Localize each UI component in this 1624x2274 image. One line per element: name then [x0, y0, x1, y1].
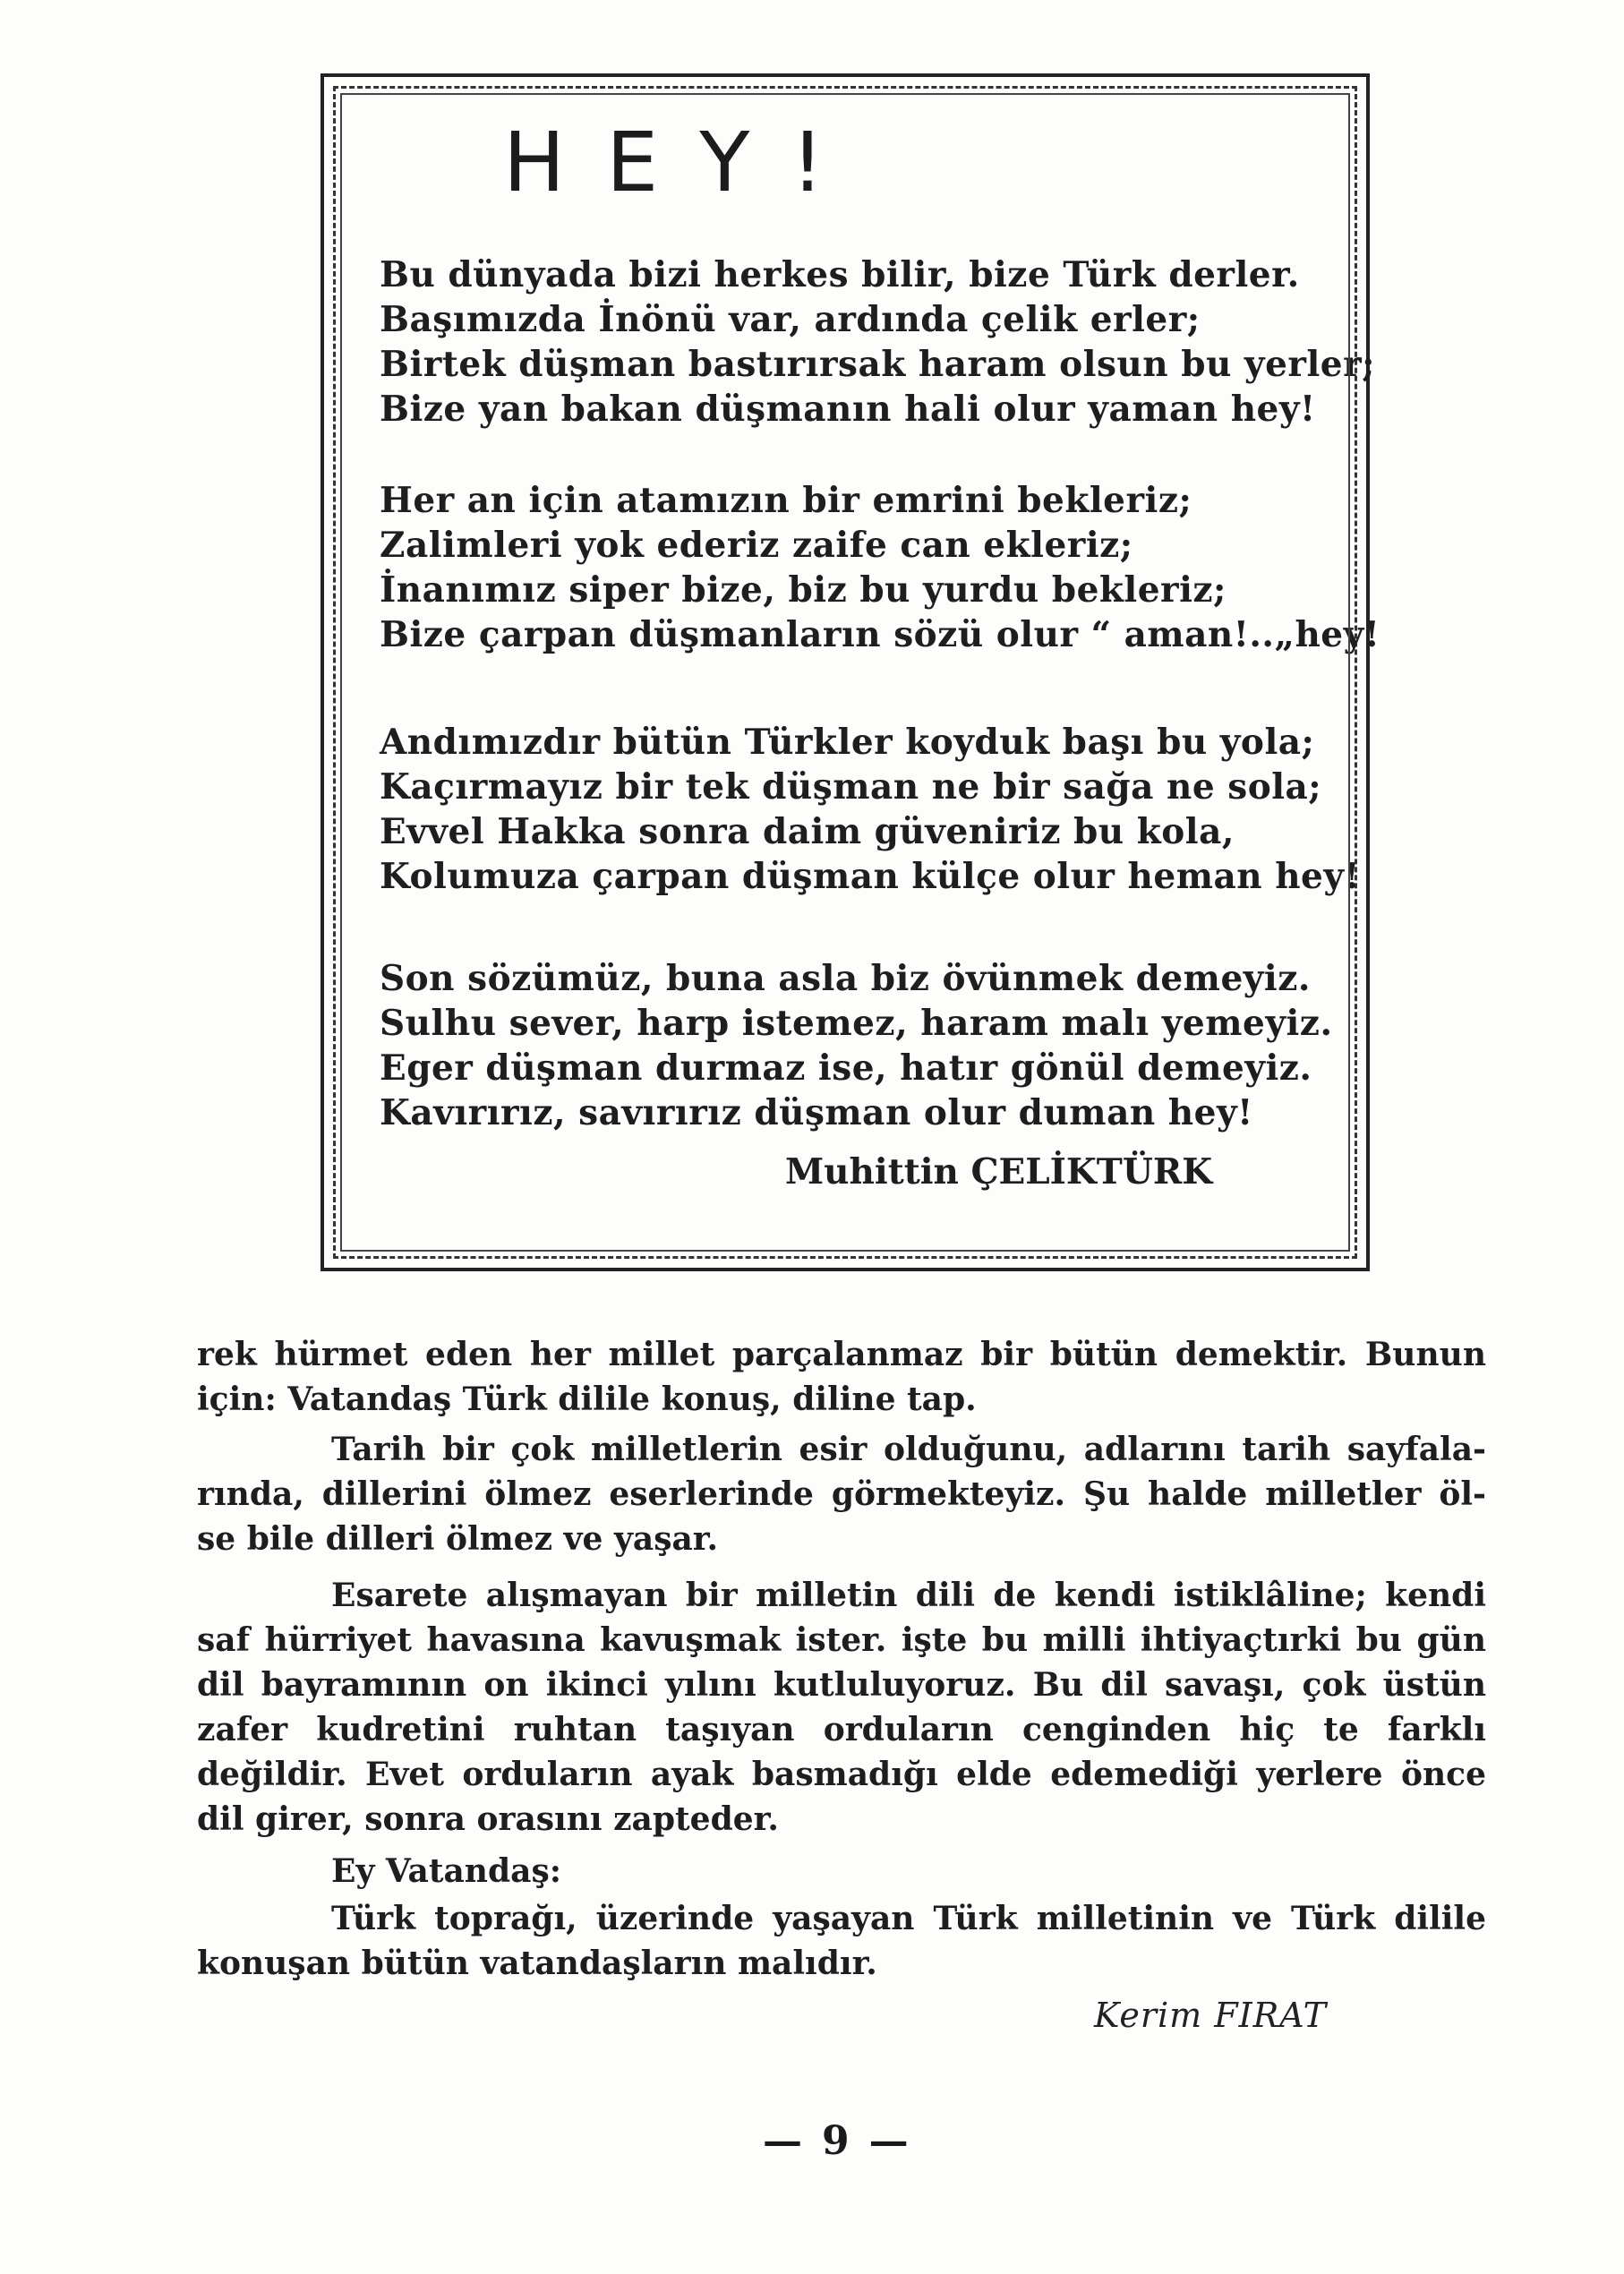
prose-line: Esarete alışmayan bir milletin dili de kendi istiklâline; kendi [331, 1577, 1486, 1614]
poem-line: Zalimleri yok ederiz zaife can ekleriz; [380, 525, 1133, 566]
poem-stanza-1 [380, 252, 1376, 432]
prose-paragraph-4 [197, 1849, 1486, 1894]
prose-line: dil girer, sonra orasını zapteder. [197, 1800, 779, 1838]
prose-line: rında, dillerini ölmez eserlerinde görmekteyiz. Şu halde milletler öl- [197, 1475, 1486, 1513]
poem-line: Andımızdır bütün Türkler koyduk başı bu yola; [380, 722, 1315, 763]
poem-line: Başımızda İnönü var, ardında çelik erler; [380, 299, 1201, 340]
prose-line: değildir. Evet orduların ayak basmadığı elde edemediği yerlere önce [197, 1756, 1486, 1793]
poem-stanza-4 [380, 956, 1338, 1135]
prose-line: rek hürmet eden her millet parçalanmaz bir bütün demektir. Bunun [197, 1336, 1486, 1373]
page-number: — 9 — [763, 2118, 909, 2164]
poem-line: Kavırırız, savırırız düşman olur duman hey! [380, 1092, 1253, 1133]
prose-paragraph-2 [197, 1427, 1486, 1561]
poem-line: Evvel Hakka sonra daim güveniriz bu kola, [380, 811, 1235, 852]
poem-line: Son sözümüz, buna asla biz övünmek demeyiz. [380, 958, 1311, 999]
poem-author: Muhittin ÇELİKTÜRK [785, 1151, 1213, 1193]
poem-title: HEY! [503, 115, 866, 210]
prose-line: konuşan bütün vatandaşların malıdır. [197, 1945, 877, 1982]
prose-line: saf hürriyet havasına kavuşmak ister. işte bu milli ihtiyaçtırki bu gün [197, 1621, 1486, 1659]
prose-line: Türk toprağı, üzerinde yaşayan Türk milletinin ve Türk dilile [331, 1900, 1486, 1937]
prose-paragraph-1 [197, 1332, 1486, 1422]
poem-line: Her an için atamızın bir emrini bekleriz; [380, 480, 1192, 521]
prose-line: dil bayramının on ikinci yılını kutluluyoruz. Bu dil savaşı, çok üstün [197, 1666, 1486, 1704]
prose-paragraph-3 [197, 1573, 1486, 1842]
prose-line: se bile dilleri ölmez ve yaşar. [197, 1520, 718, 1558]
poem-frame [321, 73, 1380, 1271]
prose-line: Ey Vatandaş: [331, 1852, 562, 1890]
page-number-value: 9 [822, 2118, 850, 2164]
poem-stanza-2 [380, 478, 1380, 657]
poem-stanza-3 [380, 720, 1361, 899]
poem-line: Birtek düşman bastırırsak haram olsun bu yerler; [380, 344, 1376, 385]
poem-line: Bu dünyada bizi herkes bilir, bize Türk derler. [380, 254, 1300, 295]
prose-paragraph-5 [197, 1896, 1486, 1986]
poem-line: Eger düşman durmaz ise, hatır gönül demeyiz. [380, 1047, 1312, 1089]
poem-line: Sulhu sever, harp istemez, haram malı yemeyiz. [380, 1003, 1333, 1044]
poem-line: Bize çarpan düşmanların sözü olur “ aman!..„hey! [380, 614, 1380, 655]
poem-line: Kaçırmayız bir tek düşman ne bir sağa ne sola; [380, 766, 1322, 808]
prose-author: Kerim FIRAT [1094, 1996, 1327, 2035]
prose-line: zafer kudretini ruhtan taşıyan orduların cenginden hiç te farklı [197, 1711, 1486, 1748]
poem-line: İnanımız siper bize, biz bu yurdu bekleriz; [380, 569, 1227, 611]
prose-line: Tarih bir çok milletlerin esir olduğunu, adlarını tarih sayfala- [331, 1431, 1486, 1468]
poem-line: Kolumuza çarpan düşman külçe olur heman hey! [380, 856, 1361, 897]
poem-line: Bize yan bakan düşmanın hali olur yaman hey! [380, 389, 1316, 430]
prose-line: için: Vatandaş Türk dilile konuş, diline tap. [197, 1381, 977, 1418]
